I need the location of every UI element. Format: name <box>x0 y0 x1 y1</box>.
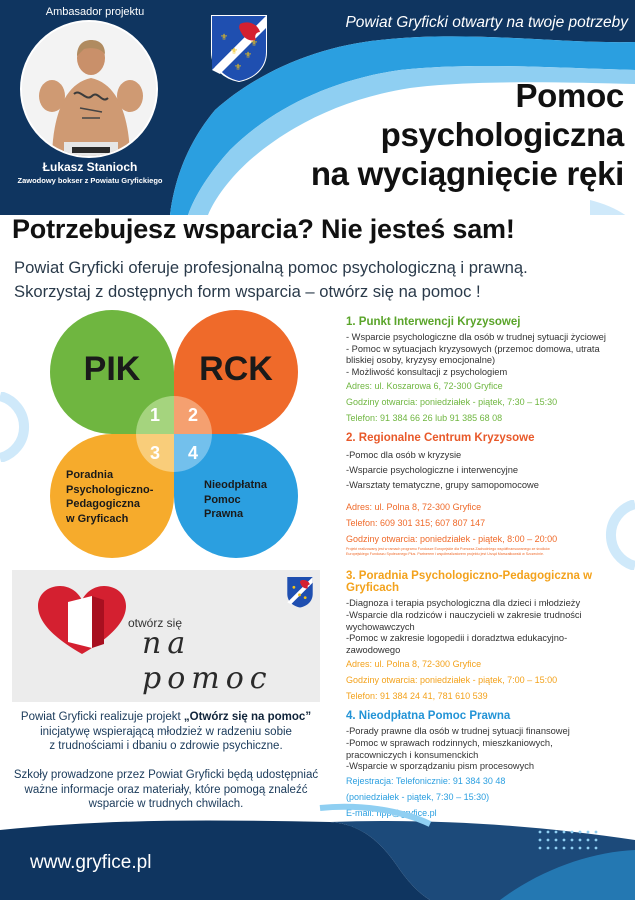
ppp-item-2b: wychowawczych <box>346 621 415 632</box>
ppp-line-3: Pedagogiczna <box>66 498 140 510</box>
npp-item-2a: -Pomoc w sprawach rodzinnych, mieszkaniowych, <box>346 737 553 748</box>
section-npp-title: 4. Nieodpłatna Pomoc Prawna <box>346 710 511 723</box>
ambassador-name: Łukasz Stanioch <box>42 160 138 174</box>
number-1: 1 <box>136 396 174 434</box>
title-line-2: psychologiczna <box>380 116 624 153</box>
ppp-line-1: Poradnia <box>66 469 114 481</box>
website-link[interactable]: www.gryfice.pl <box>30 852 152 873</box>
svg-text:⚜: ⚜ <box>220 33 229 43</box>
main-title <box>210 76 624 193</box>
rck-item-1: -Pomoc dla osób w kryzysie <box>346 450 462 461</box>
title-line-3: na wyciągnięcie ręki <box>310 155 624 192</box>
ppp-phone[interactable]: Telefon: 91 384 24 41, 781 610 539 <box>346 691 488 702</box>
npp-email[interactable]: E-mail: npp@gryfice.pl <box>346 807 437 818</box>
headline: Potrzebujesz wsparcia? Nie jesteś sam! <box>12 214 515 244</box>
intro-text <box>14 256 629 304</box>
npp-hours: (poniedziałek - piątek, 7:30 – 15:30) <box>346 791 490 802</box>
campaign-description <box>12 710 320 754</box>
coat-of-arms-small-icon <box>286 576 314 608</box>
npp-line-1: Nieodpłatna <box>204 479 267 491</box>
ambassador-photo <box>20 20 158 158</box>
petal-rck-label: RCK <box>199 350 273 388</box>
campaign-desc-line-3: z trudnościami i dbaniu o zdrowie psychiczne. <box>49 740 283 752</box>
ppp-item-1: -Diagnoza i terapia psychologiczna dla dzieci i młodzieży <box>346 598 581 609</box>
section-pik <box>346 316 628 426</box>
pik-hours: Godziny otwarcia: poniedziałek - piątek, 7:30 – 15:30 <box>346 397 558 408</box>
npp-line-3: Prawna <box>204 508 244 520</box>
npp-line-2: Pomoc <box>204 493 241 506</box>
rck-phone[interactable]: Telefon: 609 301 315; 607 807 147 <box>346 518 486 529</box>
slogan: Powiat Gryficki otwarty na twoje potrzeby <box>345 14 628 31</box>
npp-registration[interactable]: Rejestracja: Telefonicznie: 91 384 30 48 <box>346 775 506 786</box>
footer-background <box>0 800 635 900</box>
npp-item-2b: pracowniczych i konsumenckich <box>346 749 479 760</box>
rck-address: Adres: ul. Polna 8, 72-300 Gryfice <box>346 502 482 513</box>
petal-npp-label <box>204 478 294 522</box>
ppp-line-4: w Gryficach <box>66 512 129 525</box>
svg-text:⚜: ⚜ <box>234 63 243 73</box>
coat-of-arms-icon <box>210 14 268 82</box>
svg-text:⚜: ⚜ <box>250 39 259 49</box>
section-pik-title: 1. Punkt Interwencji Kryzysowej <box>346 316 521 328</box>
number-2: 2 <box>174 396 212 434</box>
clover-numbers <box>136 396 212 472</box>
pik-item-2a: - Pomoc w sytuacjach kryzysowych (przemoc domowa, utrata <box>346 343 600 354</box>
svg-text:⚜: ⚜ <box>230 47 239 57</box>
rck-hours: Godziny otwarcia: poniedziałek - piątek, 8:00 – 20:00 <box>346 534 558 545</box>
ppp-item-3a: -Pomoc w zakresie logopedii i doradztwa edukacyjno- <box>346 633 568 644</box>
campaign-napomoc-text: na pomoc <box>142 626 273 696</box>
ppp-address: Adres: ul. Polna 8, 72-300 Gryfice <box>346 659 482 670</box>
schools-line-2: ważne informacje oraz materiały, które pomogą znaleźć <box>24 783 308 796</box>
npp-item-1: -Porady prawne dla osób w trudnej sytuacji finansowej <box>346 726 570 737</box>
section-rck <box>346 432 628 556</box>
funding-note-line-2: Europejskiego Funduszu Społecznego Plus. Partnerem i współrealizatorem projektu jest Urząd Marszałkowski w Szczecinie. <box>346 551 544 556</box>
boxer-illustration <box>22 22 158 158</box>
npp-item-3: -Wsparcie w sporządzaniu pism procesowych <box>346 761 535 772</box>
campaign-desc-line-2: inicjatywę wspierającą młodzież w radzeniu sobie <box>40 725 292 738</box>
left-arc-decoration <box>0 392 38 462</box>
ppp-title-line-1: 3. Poradnia Psychologiczno-Pedagogiczna w <box>346 570 593 583</box>
campaign-prefix: Powiat Gryficki realizuje projekt <box>20 711 184 723</box>
section-rck-title: 2. Regionalne Centrum Kryzysowe <box>346 432 535 445</box>
services-clover <box>50 310 298 558</box>
funding-note-line-1: Projekt realizowany jest w ramach programu Fundusze Europejskie dla Pomorza Zachodniego współfinansowanego ze środków <box>346 547 550 552</box>
campaign-name: „Otwórz się na pomoc” <box>183 711 312 723</box>
ppp-line-2: Psychologiczno- <box>66 483 154 496</box>
ppp-hours: Godziny otwarcia: poniedziałek - piątek, 7:00 – 15:00 <box>346 675 558 686</box>
number-3: 3 <box>136 434 174 472</box>
ppp-item-3b: zawodowego <box>346 644 401 655</box>
schools-line-1: Szkoły prowadzone przez Powiat Gryficki będą udostępniać <box>13 769 319 781</box>
campaign-card <box>12 570 320 702</box>
rck-funding-note <box>346 547 628 556</box>
svg-text:⚜: ⚜ <box>244 51 253 61</box>
pik-address: Adres: ul. Koszarowa 6, 72-300 Gryfice <box>346 381 503 392</box>
ambassador-label: Ambasador projektu <box>45 6 145 18</box>
schools-line-3: wsparcie w trudnych chwilach. <box>88 798 244 810</box>
rck-item-2: -Wsparcie psychologiczne i interwencyjne <box>346 465 519 476</box>
petal-ppp-label <box>66 468 176 526</box>
title-line-1: Pomoc <box>515 77 624 114</box>
intro-line-1: Powiat Gryficki oferuje profesjonalną pomoc psychologiczną i prawną. <box>14 258 528 277</box>
campaign-desc-line-1 <box>12 710 320 725</box>
pik-phone[interactable]: Telefon: 91 384 66 26 lub 91 385 68 08 <box>346 413 503 424</box>
pik-item-1: - Wsparcie psychologiczne dla osób w trudnej sytuacji życiowej <box>346 332 606 342</box>
pik-item-2b: bliskiej osoby, kryzysy emocjonalne) <box>346 355 496 366</box>
section-ppp-title <box>346 570 628 594</box>
rck-item-3: -Warsztaty tematyczne, grupy samopomocowe <box>346 480 539 491</box>
petal-pik-label: PIK <box>83 350 141 388</box>
services-list <box>346 316 628 837</box>
ppp-title-line-2: Gryficach <box>346 582 400 595</box>
pik-item-3: - Możliwość konsultacji z psychologiem <box>346 366 508 377</box>
intro-line-2: Skorzystaj z dostępnych form wsparcia – otwórz się na pomoc ! <box>14 282 481 301</box>
section-ppp <box>346 570 628 704</box>
ppp-item-2a: -Wsparcie dla rodziców i nauczycieli w zakresie trudności <box>346 609 582 620</box>
campaign-otworz-text: otwórz się <box>128 616 183 630</box>
number-4: 4 <box>174 434 212 472</box>
ambassador-description: Zawodowy bokser z Powiatu Gryfickiego <box>17 176 163 185</box>
heart-door-icon <box>34 582 130 658</box>
